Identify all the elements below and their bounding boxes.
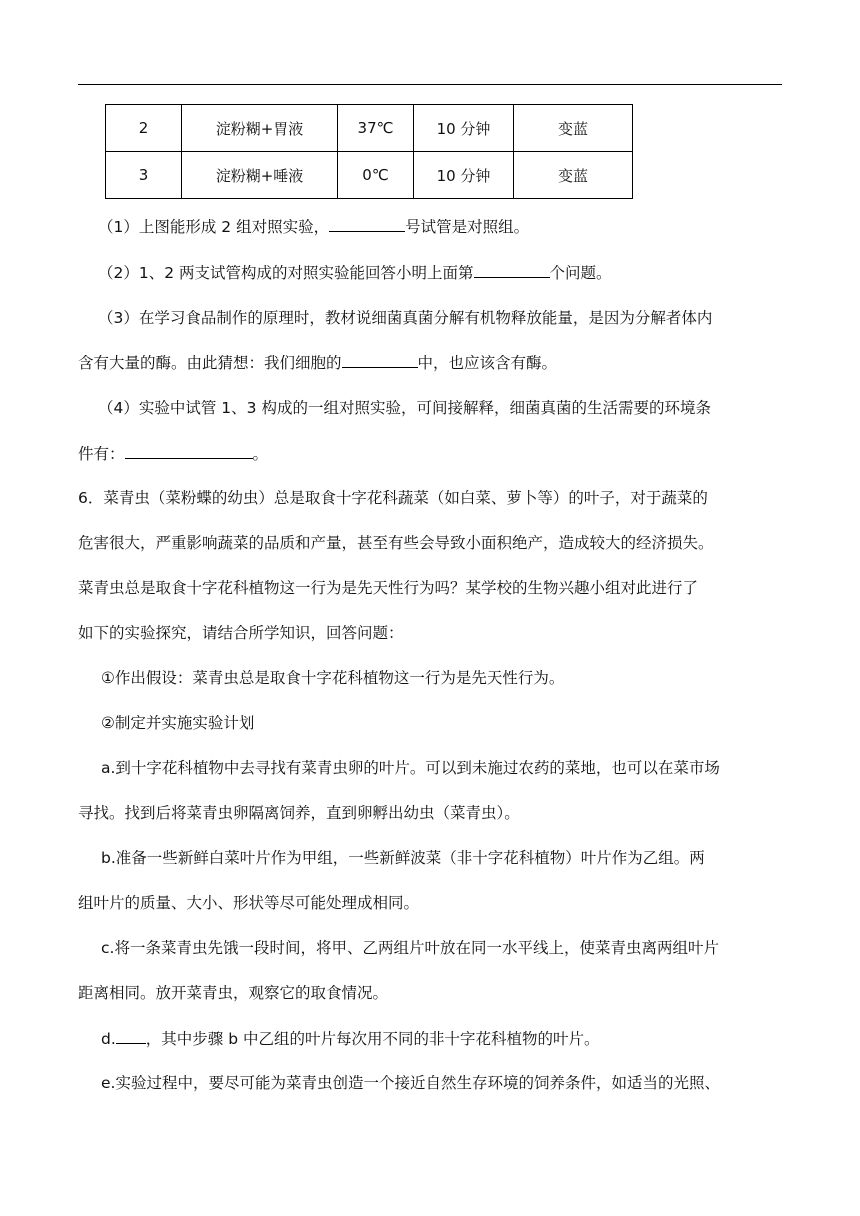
- question-1: [98, 216, 804, 237]
- answer-blank[interactable]: [116, 1028, 146, 1044]
- tube-number: 2: [106, 105, 182, 152]
- header-rule: [78, 84, 782, 85]
- question-4-text: 件有：: [78, 445, 125, 463]
- question-3-line-2: [78, 352, 784, 373]
- step-a-line-2: 寻找。找到后将菜青虫卵隔离饲养，直到卵孵出幼虫（菜青虫）。: [78, 804, 520, 822]
- tube-time: 10 分钟: [414, 152, 514, 199]
- tube-content: 淀粉糊+唾液: [182, 152, 338, 199]
- step-d-text: ，其中步骤 b 中乙组的叶片每次用不同的非十字花科植物的叶片。: [145, 1030, 600, 1048]
- tube-content: 淀粉糊+胃液: [182, 105, 338, 152]
- tube-temperature: 37℃: [338, 105, 414, 152]
- step-hypothesis: ①作出假设：菜青虫总是取食十字花科植物这一行为是先天性行为。: [101, 669, 565, 687]
- question-2-text-end: 个问题。: [549, 264, 612, 282]
- question-1-text-end: 号试管是对照组。: [405, 218, 530, 236]
- step-b-line-1: b.准备一些新鲜白菜叶片作为甲组，一些新鲜波菜（非十字花科植物）叶片作为乙组。两: [101, 849, 705, 867]
- step-d-label: d.: [101, 1030, 116, 1048]
- table-row: [106, 152, 633, 199]
- question-4-text-end: 。: [252, 445, 269, 463]
- question-6-line-1: 6．菜青虫（菜粉蝶的幼虫）总是取食十字花科蔬菜（如白菜、萝卜等）的叶子，对于蔬菜的: [78, 489, 708, 507]
- tube-result: 变蓝: [514, 152, 633, 199]
- question-3-text-end: 中，也应该含有酶。: [417, 354, 558, 372]
- answer-blank[interactable]: [342, 352, 418, 368]
- question-3-line-1: （3）在学习食品制作的原理时，教材说细菌真菌分解有机物释放能量，是因为分解者体内: [98, 309, 713, 327]
- question-6-line-4: 如下的实验探究，请结合所学知识，回答问题：: [78, 624, 404, 642]
- tube-temperature: 0℃: [338, 152, 414, 199]
- experiment-table: [105, 104, 633, 199]
- step-e-line-1: e.实验过程中，要尽可能为菜青虫创造一个接近自然生存环境的饲养条件，如适当的光照、: [101, 1074, 720, 1092]
- step-plan: ②制定并实施实验计划: [101, 714, 255, 732]
- step-a-line-1: a.到十字花科植物中去寻找有菜青虫卵的叶片。可以到未施过农药的菜地，也可以在菜市场: [101, 759, 720, 777]
- tube-result: 变蓝: [514, 105, 633, 152]
- answer-blank[interactable]: [125, 443, 253, 459]
- table-row: [106, 105, 633, 152]
- question-4-line-1: （4）实验中试管 1、3 构成的一组对照实验，可间接解释，细菌真菌的生活需要的环境条: [98, 399, 711, 417]
- question-4-line-2: [78, 443, 784, 464]
- question-6-line-3: 菜青虫总是取食十字花科植物这一行为是先天性行为吗？某学校的生物兴趣小组对此进行了: [78, 579, 699, 597]
- answer-blank[interactable]: [329, 216, 405, 232]
- question-3-text: 含有大量的酶。由此猜想：我们细胞的: [78, 354, 342, 372]
- question-6-line-2: 危害很大，严重影响蔬菜的品质和产量，甚至有些会导致小面积绝产，造成较大的经济损失。: [78, 534, 714, 552]
- step-b-line-2: 组叶片的质量、大小、形状等尽可能处理成相同。: [78, 894, 420, 912]
- step-d: [101, 1028, 807, 1049]
- question-1-text: （1）上图能形成 2 组对照实验，: [98, 218, 330, 236]
- question-2: [98, 262, 804, 283]
- question-2-text: （2）1、2 两支试管构成的对照实验能回答小明上面第: [98, 264, 474, 282]
- tube-time: 10 分钟: [414, 105, 514, 152]
- answer-blank[interactable]: [474, 262, 550, 278]
- step-c-line-2: 距离相同。放开菜青虫，观察它的取食情况。: [78, 984, 389, 1002]
- step-c-line-1: c.将一条菜青虫先饿一段时间，将甲、乙两组片叶放在同一水平线上，使菜青虫离两组叶片: [101, 939, 719, 957]
- tube-number: 3: [106, 152, 182, 199]
